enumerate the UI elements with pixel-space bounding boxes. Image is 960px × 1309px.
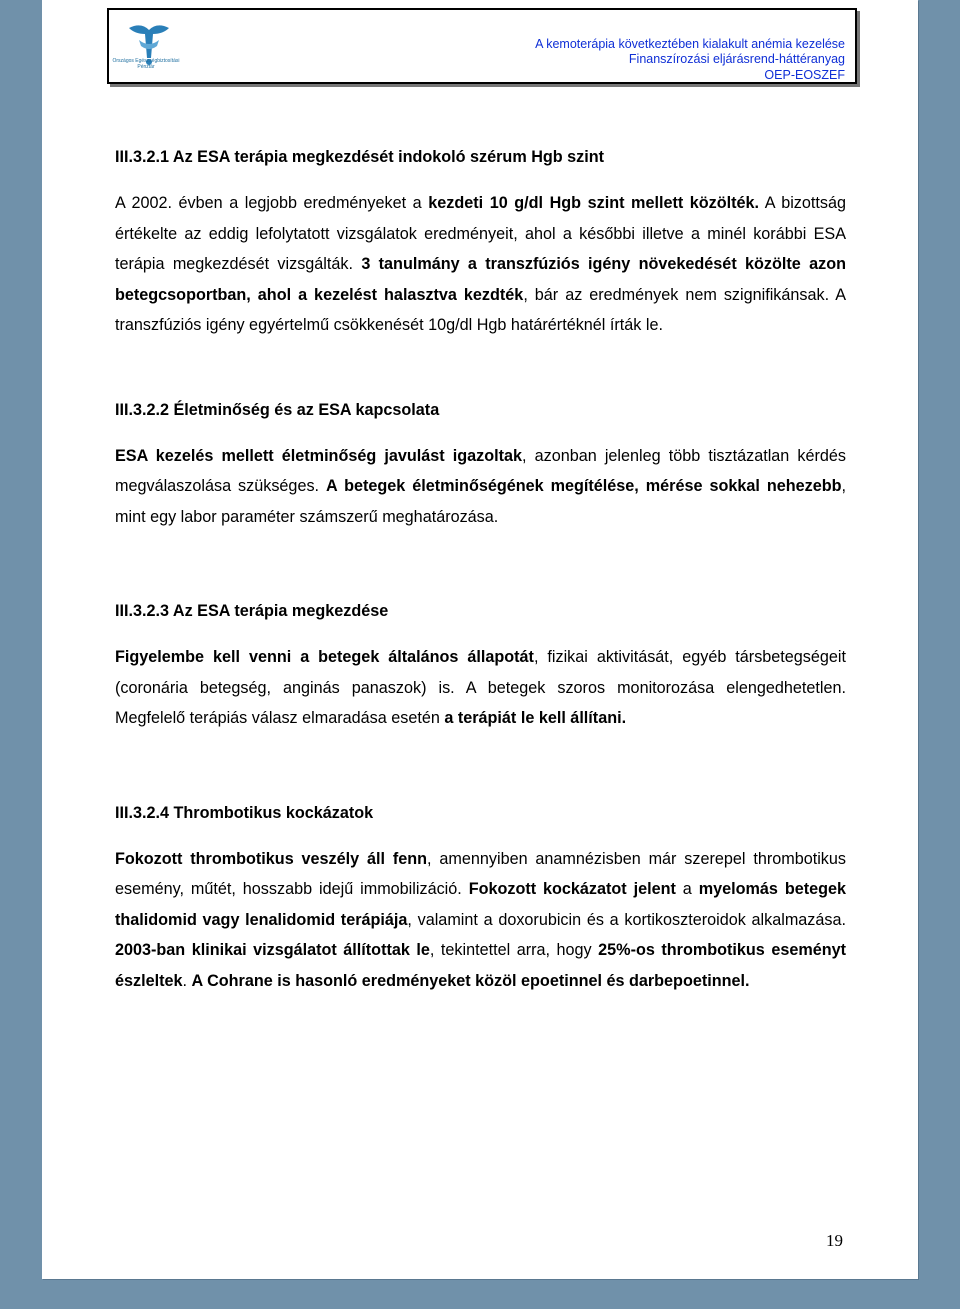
section-heading-2: III.3.2.2 Életminőség és az ESA kapcsolata [115, 400, 440, 419]
section-heading-1: III.3.2.1 Az ESA terápia megkezdését indokoló szérum Hgb szint [115, 148, 605, 166]
logo-caption: Országos Egészségbiztosítási Pénztár [112, 58, 180, 70]
section-paragraph-3: Figyelembe kell venni a betegek általános állapotát, fizikai aktivitását, egyéb társbetegségeit (coronária betegség, anginás panaszok) is. A betegek szoros monitorozása elengedhetetlen. Megfelelő terápiás válasz elmaradása esetén a terápiát le kell állítani. [115, 648, 846, 727]
header-line-2: Finanszírozási eljárásrend-háttéranyag [628, 52, 845, 67]
document-body [115, 140, 846, 996]
section-paragraph-1: A 2002. évben a legjobb eredményeket a kezdeti 10 g/dl Hgb szint mellett közölték. A bizottság értékelte az eddig lefolytatott vizsgálatok eredményeit, ahol a későbbi illetve a minél korábbi ESA terápia megkezdését vizsgálták. 3 tanulmány a transzfúziós igény növekedését közölte azon betegcsoportban, ahol a kezelést halasztva kezdték, bár az eredmények nem szignifikánsak. A transzfúziós igény egyértelmű csökkenését 10g/dl Hgb határértéknél írták le. [115, 194, 846, 334]
header-title-block [535, 37, 845, 83]
page-number: 19 [826, 1231, 843, 1250]
header-line-1: A kemoterápia következtében kialakult anémia kezelése [535, 37, 845, 51]
page-header [107, 8, 857, 84]
header-line-3: OEP-EOSZEF [764, 67, 845, 82]
section-paragraph-4: Fokozott thrombotikus veszély áll fenn, amennyiben anamnézisben már szerepel thrombotikus esemény, műtét, hosszabb idejű immobilizáció. Fokozott kockázatot jelent a myelomás betegek thalidomid vagy lenalidomid terápiája, valamint a doxorubicin és a kortikoszteroidok alkalmazása. 2003-ban klinikai vizsgálatot állítottak le, tekintettel arra, hogy 25%-os thrombotikus eseményt észleltek. A Cohrane is hasonló eredményeket közöl epoetinnel és darbepoetinnel. [115, 849, 847, 990]
section-heading-4: III.3.2.4 Thrombotikus kockázatok [115, 803, 374, 822]
section-paragraph-2: ESA kezelés mellett életminőség javulást igazoltak, azonban jelenleg több tisztázatlan kérdés megválaszolása szükséges. A betegek életminőségének megítélése, mérése sokkal nehezebb, mint egy labor paraméter számszerű meghatározása. [115, 446, 847, 526]
section-heading-3: III.3.2.3 Az ESA terápia megkezdése [115, 602, 389, 620]
